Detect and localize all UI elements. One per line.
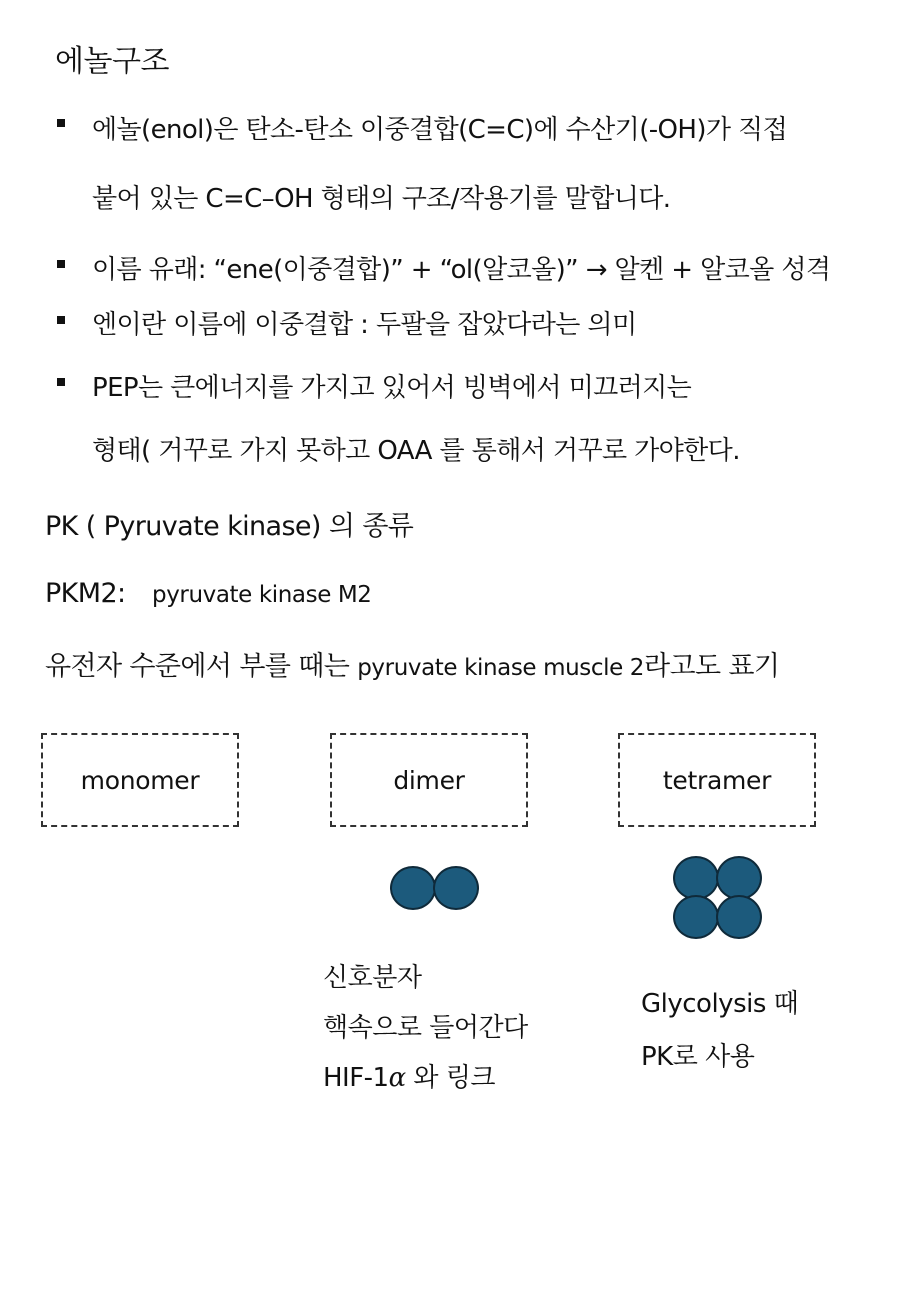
tetramer-subunit-2 xyxy=(716,856,762,900)
dimer-label: dimer xyxy=(393,765,465,795)
monomer-label: monomer xyxy=(80,765,200,795)
tetramer-notes xyxy=(641,978,798,1084)
dimer-note-1: 신호분자 xyxy=(323,963,422,993)
dimer-subunit-2 xyxy=(433,866,479,910)
tetramer-label: tetramer xyxy=(662,765,772,795)
tetramer-note-1: Glycolysis 때 xyxy=(641,989,799,1019)
pkm2-description: pyruvate kinase M2 xyxy=(152,582,372,608)
tetramer-note-2: PK로 사용 xyxy=(641,1042,755,1072)
dimer-note-3-post: 와 링크 xyxy=(405,1063,496,1093)
monomer-box xyxy=(41,733,239,827)
tetramer-box xyxy=(618,733,816,827)
dimer-note-3-pre: HIF-1 xyxy=(323,1063,389,1093)
tetramer-subunit-1 xyxy=(673,856,719,900)
bullet-3-line-1: 엔이란 이름에 이중결합 : 두팔을 잡았다라는 의미 xyxy=(92,310,637,340)
dimer-note-3 xyxy=(323,1053,528,1103)
bullet-1-line-1: 에놀(enol)은 탄소-탄소 이중결합(C=C)에 수산기(-OH)가 직접 xyxy=(92,115,788,145)
bullet-marker xyxy=(57,378,65,386)
gene-line-name: pyruvate kinase muscle 2 xyxy=(357,655,644,681)
gene-line-tail: 라고도 표기 xyxy=(643,651,780,682)
bullet-4-line-2: 형태( 거꾸로 가지 못하고 OAA 를 통해서 거꾸로 가야한다. xyxy=(92,436,740,466)
bullet-marker xyxy=(57,260,65,268)
dimer-notes xyxy=(323,953,528,1103)
bullet-2-line-1: 이름 유래: “ene(이중결합)” + “ol(알코올)” → 알켄 + 알코올 성격 xyxy=(92,255,831,285)
page-title: 에놀구조 xyxy=(55,44,169,79)
tetramer-subunit-4 xyxy=(716,895,762,939)
dimer-subunit-1 xyxy=(390,866,436,910)
gene-level-line xyxy=(45,644,779,683)
bullet-marker xyxy=(57,119,65,127)
dimer-box xyxy=(330,733,528,827)
pkm2-label: PKM2: xyxy=(45,578,126,609)
bullet-4-line-1: PEP는 큰에너지를 가지고 있어서 빙벽에서 미끄러지는 xyxy=(92,373,692,403)
tetramer-subunit-3 xyxy=(673,895,719,939)
bullet-marker xyxy=(57,316,65,324)
bullet-1-line-2: 붙어 있는 C=C–OH 형태의 구조/작용기를 말합니다. xyxy=(92,184,671,214)
alpha-symbol: α xyxy=(388,1063,406,1093)
gene-line-main: 유전자 수준에서 부를 때는 xyxy=(45,651,358,682)
pk-heading: PK ( Pyruvate kinase) 의 종류 xyxy=(45,511,414,542)
dimer-note-2: 핵속으로 들어간다 xyxy=(323,1013,528,1043)
